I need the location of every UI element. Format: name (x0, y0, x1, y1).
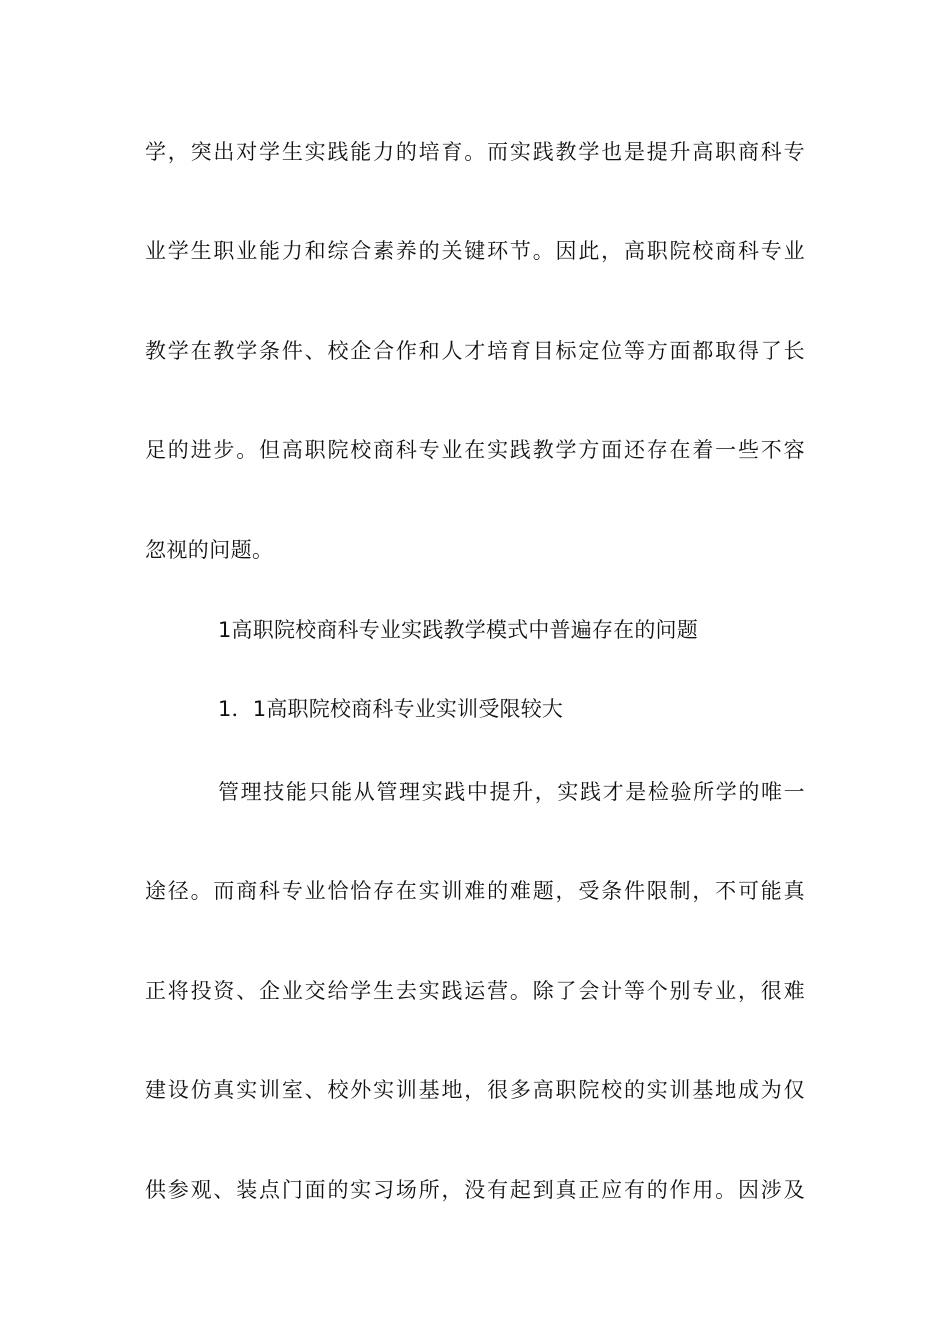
paragraph-line: 供参观、装点门面的实习场所，没有起到真正应有的作用。因涉及 (145, 1178, 805, 1202)
paragraph-line: 管理技能只能从管理实践中提升，实践才是检验所学的唯一 (218, 780, 805, 804)
paragraph-line: 途径。而商科专业恰恰存在实训难的难题，受条件限制，不可能真 (145, 879, 805, 903)
paragraph-line: 忽视的问题。 (145, 538, 274, 562)
section-heading: 1高职院校商科专业实践教学模式中普遍存在的问题 (218, 618, 698, 642)
paragraph-line: 业学生职业能力和综合素养的关键环节。因此，高职院校商科专业 (145, 239, 805, 263)
paragraph-line: 正将投资、企业交给学生去实践运营。除了会计等个别专业，很难 (145, 979, 805, 1003)
subsection-heading: 1．1高职院校商科专业实训受限较大 (218, 697, 564, 721)
paragraph-line: 足的进步。但高职院校商科专业在实践教学方面还存在着一些不容 (145, 438, 805, 462)
paragraph-line: 学，突出对学生实践能力的培育。而实践教学也是提升高职商科专 (145, 140, 805, 164)
paragraph-line: 教学在教学条件、校企合作和人才培育目标定位等方面都取得了长 (145, 339, 805, 363)
paragraph-line: 建设仿真实训室、校外实训基地，很多高职院校的实训基地成为仅 (145, 1078, 805, 1102)
